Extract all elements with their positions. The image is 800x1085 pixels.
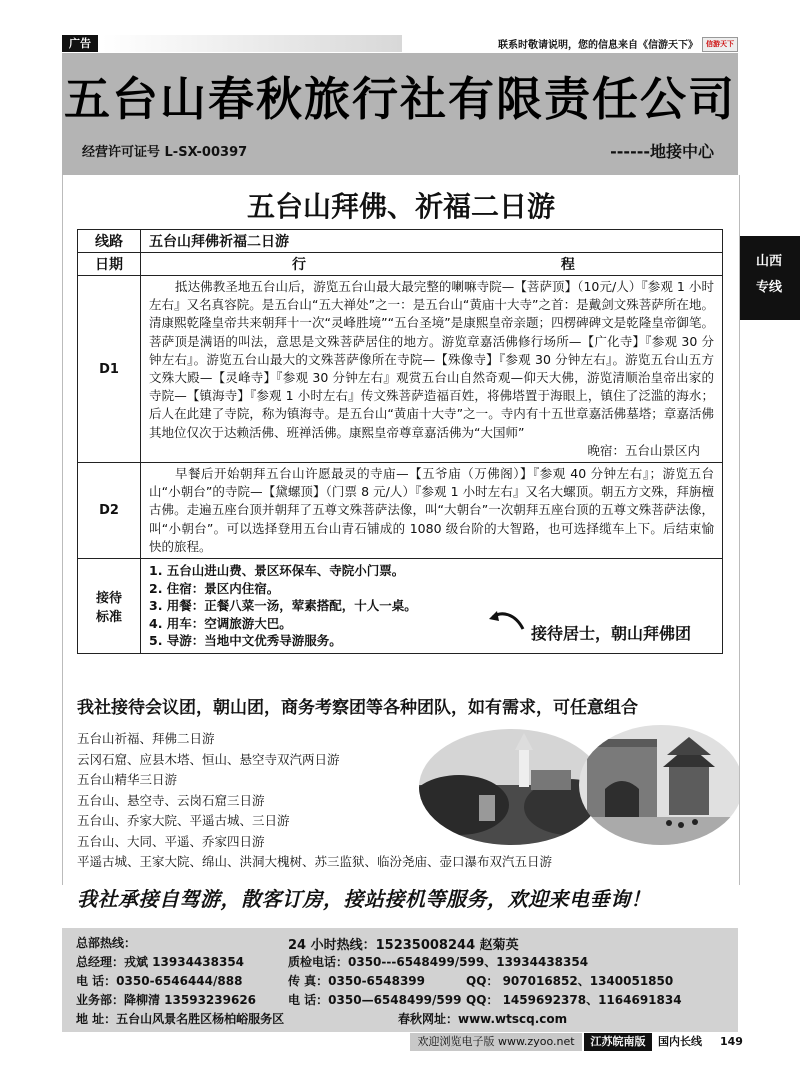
license-number: 经营许可证号 L-SX-00397 <box>82 145 248 160</box>
route-item: 五台山、乔家大院、平遥古城、三日游 <box>77 813 290 828</box>
route-item: 五台山祈福、拜佛二日游 <box>77 731 215 746</box>
day1-label: D1 <box>78 276 141 463</box>
ground-center-label: ------地接中心 <box>610 142 714 161</box>
standard-item: 2. 住宿：景区内住宿。 <box>149 580 280 596</box>
standards-label-2: 标准 <box>95 609 122 625</box>
qq-line-1: QQ： 907016852、1340051850 <box>466 974 674 988</box>
address-line: 地 址：五台山风景名胜区杨柏峪服务区 <box>76 1012 285 1026</box>
day2-cell <box>141 463 723 559</box>
phone2-line: 电 话：0350—6548499/599 <box>288 993 462 1007</box>
side-tab-shanxi <box>738 236 800 320</box>
curved-arrow-icon <box>487 607 527 637</box>
phone-line: 电 话：0350-6546444/888 <box>76 974 243 988</box>
source-notice: 联系时敬请说明，您的信息来自《信游天下》 <box>498 40 698 51</box>
footer-browse: 欢迎浏览电子版 www.zyoo.net <box>410 1033 582 1051</box>
route-item: 云冈石窟、应县木塔、恒山、悬空寺双汽两日游 <box>77 751 340 767</box>
schedule-label-1: 行 <box>292 257 306 273</box>
route-item: 平遥古城、王家大院、绵山、洪洞大槐树、苏三监狱、临汾尧庙、壶口瀑布双汽五日游 <box>77 854 553 869</box>
date-label: 日期 <box>78 253 141 276</box>
qc-line: 质检电话：0350---6548499/599、13934438354 <box>288 955 589 969</box>
day2-text: 早餐后开始朝拜五台山许愿最灵的寺庙—【五爷庙（万佛阁）】『参观 40 分钟左右』；游览五台山“小朝台”的寺院—【黛螺顶】（门票 8 元/人）『参观 1 小时左右』又名大螺顶。朝五方文殊，拜旃檀古佛。走遍五座台顶并朝拜了五尊文殊菩萨法像，叫“大朝台”一次朝拜五座台顶的五尊文殊菩萨法像，叫“小朝台”。可以选择登用五台山青石铺成的 1080 级台阶的大智路，也可选择缆车上下。后结束愉快的旅程。 <box>149 466 714 554</box>
route-label: 线路 <box>78 230 141 253</box>
company-name: 五台山春秋旅行社有限责任公司 <box>64 72 736 126</box>
company-header <box>62 53 738 175</box>
standard-item: 3. 用餐：正餐八菜一汤，荤素搭配，十人一桌。 <box>149 598 417 614</box>
route-row <box>78 230 723 253</box>
xinyou-logo: 信游天下 <box>702 37 738 52</box>
fax-line: 传 真：0350-6548399 <box>288 974 426 988</box>
qq-line-2: QQ： 1459692378、1164691834 <box>466 993 682 1007</box>
route-value: 五台山拜佛祈福二日游 <box>141 230 723 253</box>
footer-edition: 江苏皖南版 <box>584 1033 652 1051</box>
standard-item: 4. 用车：空调旅游大巴。 <box>149 615 292 631</box>
day2-row <box>78 463 723 559</box>
slogan: 我社承接自驾游，散客订房，接站接机等服务，欢迎来电垂询！ <box>77 887 651 911</box>
schedule-label-2: 程 <box>560 257 575 273</box>
standard-item: 5. 导游：当地中文优秀导游服务。 <box>149 633 342 649</box>
group-line: 我社接待会议团，朝山团，商务考察团等各种团队，如有需求，可任意组合 <box>77 698 638 718</box>
main-panel <box>62 175 740 911</box>
page-number: 149 <box>720 1035 743 1048</box>
ad-tag: 广告 <box>62 35 98 52</box>
schedule-header <box>141 253 723 276</box>
route-item: 五台山、悬空寺、云岗石窟三日游 <box>77 792 265 808</box>
reception-note: 接待居士，朝山拜佛团 <box>531 624 692 643</box>
top-ad-strip <box>62 35 738 52</box>
hotline-label: 总部热线： <box>76 936 137 950</box>
schedule-header-row <box>78 253 723 276</box>
standards-label-1: 接待 <box>95 590 122 606</box>
standard-item: 1. 五台山进山费、景区环保车、寺院小门票。 <box>149 563 405 579</box>
route-item: 五台山、大同、平遥、乔家四日游 <box>77 833 265 849</box>
day1-cell <box>141 276 723 463</box>
side-tab-line1: 山西 <box>755 254 782 269</box>
day1-row <box>78 276 723 463</box>
contact-block <box>62 928 738 1032</box>
strip-gradient <box>102 35 402 52</box>
footer-section: 国内长线 <box>658 1035 702 1048</box>
itinerary-table <box>77 229 723 654</box>
day1-night: 晚宿：五台山景区内 <box>587 442 700 458</box>
day1-text: 抵达佛教圣地五台山后，游览五台山最大最完整的喇嘛寺院—【菩萨顶】（10元/人）『参观 1 小时左右』又名真容院。是五台山“五大禅处”之一：是五台山“黄庙十大寺”之首：是戴剑文殊菩萨所在地。清康熙乾隆皇帝共来朝拜十一次“灵峰胜境”“五台圣境”是康熙皇帝亲题；四楞碑碑文是乾隆皇帝御笔。菩萨顶是满语的叫法，意思是文殊菩萨居住的地方。游览章嘉活佛修行场所—【广化寺】『参观 30 分钟左右』。游览五台山最大的文殊菩萨像所在寺院—【殊像寺】『参观 30 分钟左右』。游览五台山五方文殊大殿—【灵峰寺】『参观 30 分钟左右』观赏五台山自然奇观—仰天大佛，游览清顺治皇帝出家的寺院—【镇海寺】『参观 1 小时左右』传文殊菩萨造福百姓，将佛塔置于海眼上，镇住了泛滥的海水；后人在此建了寺院，称为镇海寺。是五台山“黄庙十大寺”之一。寺内有十五世章嘉活佛墓塔；章嘉活佛其地位仅次于达赖活佛、班禅活佛。康熙皇帝尊章嘉活佛为“大国师” <box>149 279 714 440</box>
side-tab-line2: 专线 <box>755 280 782 295</box>
manager-line: 总经理：戎斌 13934438354 <box>76 955 245 969</box>
hotline-24: 24 小时热线：15235008244 赵菊英 <box>288 938 519 953</box>
scenic-photo <box>419 725 739 850</box>
page-footer <box>410 1033 748 1051</box>
day2-label: D2 <box>78 463 141 559</box>
website-line: 春秋网址：www.wtscq.com <box>398 1012 568 1026</box>
standards-label <box>78 559 141 654</box>
route-item: 五台山精华三日游 <box>77 772 178 787</box>
tour-title: 五台山拜佛、祈福二日游 <box>246 190 555 223</box>
biz-line: 业务部：降柳清 13593239626 <box>76 993 257 1007</box>
